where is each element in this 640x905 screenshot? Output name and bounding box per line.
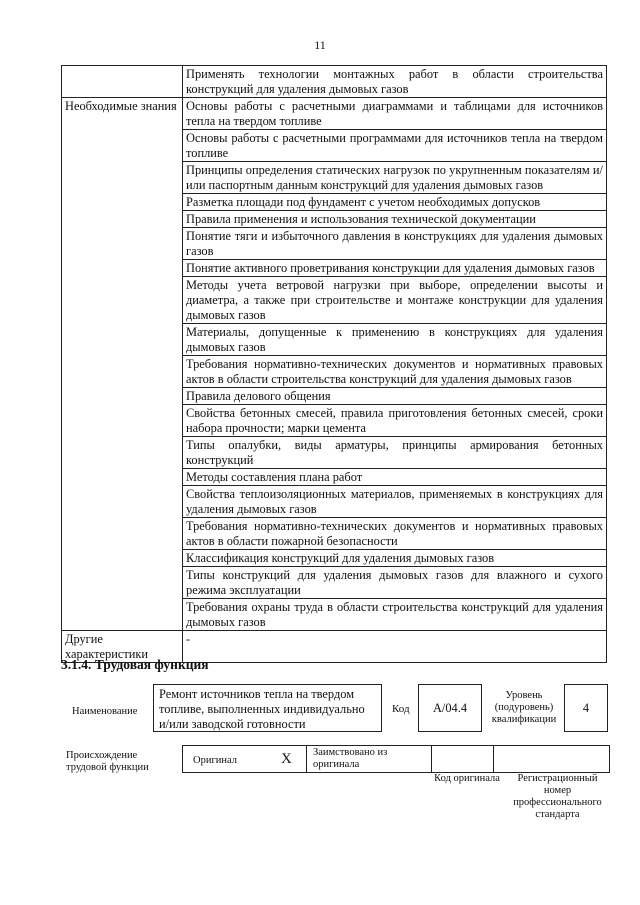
function-name-value: Ремонт источников тепла на твердом топливе, выполненных индивидуально и/или заводской готовности <box>159 687 365 731</box>
table-row <box>62 324 607 356</box>
row-content-cell: Классификация конструкций для удаления дымовых газов <box>183 550 607 567</box>
section-heading: 3.1.4. Трудовая функция <box>61 657 209 672</box>
row-content-cell: Правила применения и использования технической документации <box>183 211 607 228</box>
reg-caption: Регистрационный номер профессионального стандарта <box>513 773 602 820</box>
row-content-cell: Материалы, допущенные к применению в конструкциях для удаления дымовых газов <box>183 324 607 356</box>
row-label-cell <box>62 518 183 550</box>
row-content-cell: Свойства теплоизоляционных материалов, применяемых в конструкциях для удаления дымовых газов <box>183 486 607 518</box>
page-number: 11 <box>314 38 326 52</box>
table-row <box>62 486 607 518</box>
row-label-cell <box>62 437 183 469</box>
row-label-cell <box>62 550 183 567</box>
borrowed-label: Заимствовано из оригинала <box>313 747 388 770</box>
table-row <box>62 518 607 550</box>
row-content-cell: Типы опалубки, виды арматуры, принципы армирования бетонных конструкций <box>183 437 607 469</box>
table-row <box>62 211 607 228</box>
row-label-cell <box>62 469 183 486</box>
row-label-cell: Необходимые знания <box>62 98 183 130</box>
table-row <box>62 469 607 486</box>
original-label: Оригинал <box>193 755 237 766</box>
row-content-cell: Понятие активного проветривания конструкции для удаления дымовых газов <box>183 260 607 277</box>
divider <box>306 745 307 773</box>
name-label: Наименование <box>72 706 138 717</box>
table-row <box>62 277 607 324</box>
divider <box>431 745 432 773</box>
code-value: A/04.4 <box>432 701 468 715</box>
row-label-cell <box>62 486 183 518</box>
row-content-cell: Свойства бетонных смесей, правила приготовления бетонных смесей, сроки набора прочности; марки цемента <box>183 405 607 437</box>
level-box <box>564 684 608 732</box>
row-label-cell <box>62 260 183 277</box>
table-row <box>62 162 607 194</box>
knowledge-table <box>61 65 607 663</box>
table-row <box>62 437 607 469</box>
table-row <box>62 405 607 437</box>
table-row <box>62 567 607 599</box>
table-row <box>62 66 607 98</box>
divider <box>493 745 494 773</box>
row-content-cell: Разметка площади под фундамент с учетом необходимых допусков <box>183 194 607 211</box>
row-label-cell <box>62 277 183 324</box>
code-label: Код <box>392 703 410 715</box>
row-content-cell: Требования охраны труда в области строительства конструкций для удаления дымовых газов <box>183 599 607 631</box>
row-label-cell <box>62 194 183 211</box>
table-row <box>62 194 607 211</box>
table-row <box>62 388 607 405</box>
row-content-cell: Методы составления плана работ <box>183 469 607 486</box>
row-label-cell <box>62 162 183 194</box>
row-content-cell: - <box>183 631 607 663</box>
code-box <box>418 684 482 732</box>
row-content-cell: Понятие тяги и избыточного давления в конструкциях для удаления дымовых газов <box>183 228 607 260</box>
row-label-cell <box>62 388 183 405</box>
row-label-cell: Другие характеристики <box>62 631 183 663</box>
row-content-cell: Основы работы с расчетными диаграммами и таблицами для источников тепла на твердом топливе <box>183 98 607 130</box>
table-row <box>62 550 607 567</box>
row-label-cell <box>62 211 183 228</box>
row-label-cell <box>62 66 183 98</box>
table-row <box>62 260 607 277</box>
row-content-cell: Требования нормативно-технических документов и нормативных правовых актов в области строительства конструкций для удаления дымовых газов <box>183 356 607 388</box>
origin-box <box>182 745 610 773</box>
row-content-cell: Методы учета ветровой нагрузки при выборе, определении высоты и диаметра, а также при строительстве и монтаже конструкции для удаления дымовых газов <box>183 277 607 324</box>
row-label-cell <box>62 324 183 356</box>
row-label-cell <box>62 356 183 388</box>
row-content-cell: Типы конструкций для удаления дымовых газов для влажного и сухого режима эксплуатации <box>183 567 607 599</box>
table-row <box>62 228 607 260</box>
row-label-cell <box>62 228 183 260</box>
table-row <box>62 130 607 162</box>
table-row <box>62 599 607 631</box>
level-label: Уровень (подуровень) квалификации <box>491 690 557 725</box>
table-row <box>62 356 607 388</box>
row-label-cell <box>62 599 183 631</box>
table-row <box>62 98 607 130</box>
row-label-cell <box>62 405 183 437</box>
row-label-cell <box>62 130 183 162</box>
original-mark: X <box>281 751 292 767</box>
row-content-cell: Применять технологии монтажных работ в области строительства конструкций для удаления дымовых газов <box>183 66 607 98</box>
row-label-cell <box>62 567 183 599</box>
code-caption: Код оригинала <box>434 773 500 784</box>
row-content-cell: Правила делового общения <box>183 388 607 405</box>
level-value: 4 <box>582 701 590 715</box>
row-content-cell: Принципы определения статических нагрузок по укрупненным показателям и/или паспортным данным конструкций для удаления дымовых газов <box>183 162 607 194</box>
row-content-cell: Требования нормативно-технических документов и нормативных правовых актов в области пожарной безопасности <box>183 518 607 550</box>
row-content-cell: Основы работы с расчетными программами для источников тепла на твердом топливе <box>183 130 607 162</box>
function-name-box <box>153 684 382 732</box>
origin-label: Происхождение трудовой функции <box>66 750 149 773</box>
